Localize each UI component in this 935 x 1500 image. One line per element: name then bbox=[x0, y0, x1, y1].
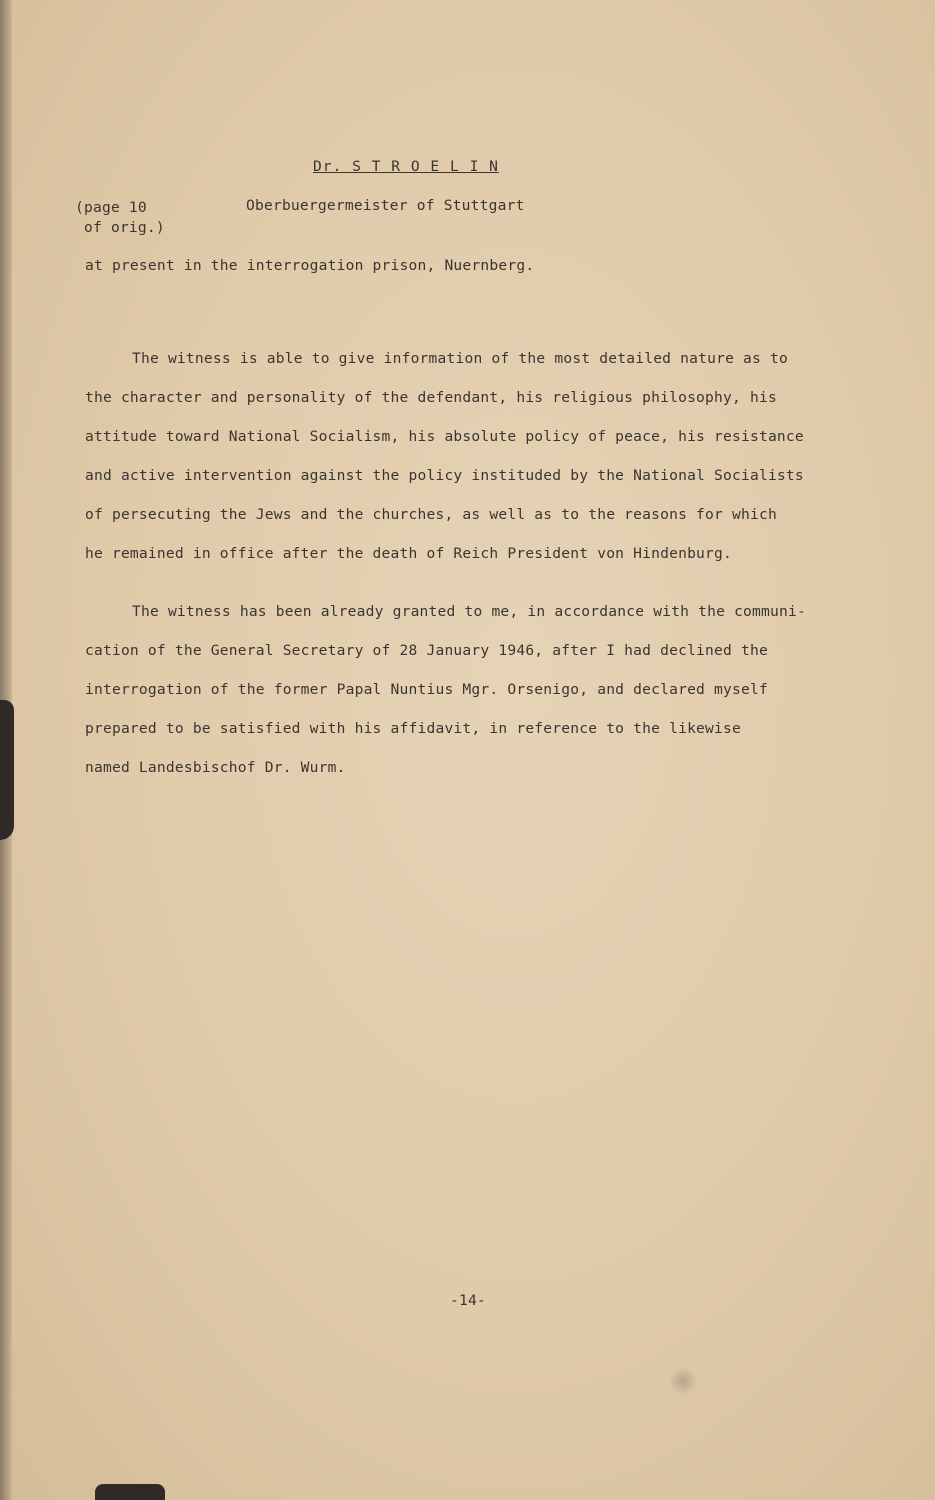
page-reference-line2: of orig.) bbox=[84, 219, 165, 236]
witness-position: Oberbuergermeister of Stuttgart bbox=[246, 197, 525, 214]
paragraph-line: prepared to be satisfied with his affidavit, in reference to the likewise bbox=[85, 720, 741, 737]
paragraph-line: he remained in office after the death of Reich President von Hindenburg. bbox=[85, 545, 733, 562]
paragraph-line: and active intervention against the policy instituded by the National Socialists bbox=[85, 467, 804, 484]
page-reference-line1: (page 10 bbox=[75, 199, 147, 216]
paragraph-line: named Landesbischof Dr. Wurm. bbox=[85, 759, 346, 776]
paragraph-line: of persecuting the Jews and the churches, as well as to the reasons for which bbox=[85, 506, 777, 523]
paragraph-1 bbox=[85, 350, 875, 584]
paper-smudge bbox=[668, 1368, 698, 1394]
paper-corner-damage bbox=[95, 1484, 165, 1500]
page-number: -14- bbox=[450, 1292, 486, 1309]
witness-location: at present in the interrogation prison, Nuernberg. bbox=[85, 257, 535, 274]
paragraph-line: The witness has been already granted to me, in accordance with the communi- bbox=[132, 603, 806, 620]
paragraph-2 bbox=[85, 603, 875, 798]
paper-tear bbox=[0, 700, 14, 840]
paragraph-line: the character and personality of the defendant, his religious philosophy, his bbox=[85, 389, 777, 406]
paragraph-line: interrogation of the former Papal Nuntius Mgr. Orsenigo, and declared myself bbox=[85, 681, 768, 698]
document-title: Dr. S T R O E L I N bbox=[313, 158, 499, 175]
paragraph-line: cation of the General Secretary of 28 January 1946, after I had declined the bbox=[85, 642, 768, 659]
paragraph-line: The witness is able to give information of the most detailed nature as to bbox=[132, 350, 788, 367]
paragraph-line: attitude toward National Socialism, his absolute policy of peace, his resistance bbox=[85, 428, 804, 445]
